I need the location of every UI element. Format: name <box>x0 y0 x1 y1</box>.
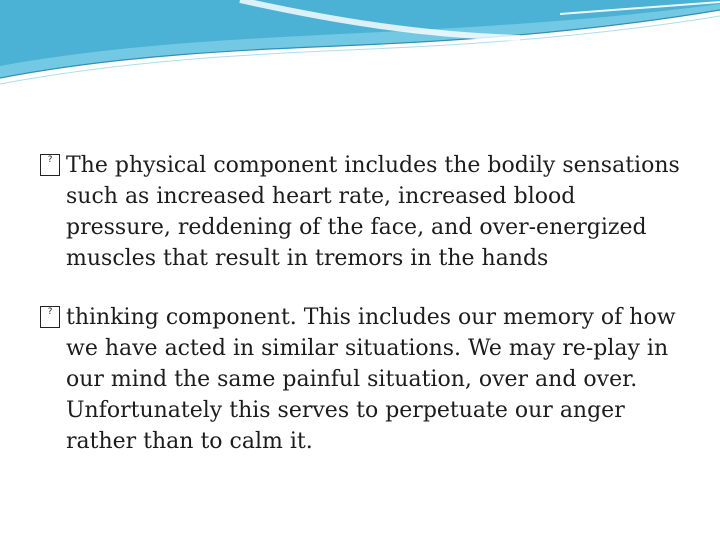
bullet-marker-icon: ? <box>40 306 60 328</box>
bullet-text: thinking component. This includes our memory of how we have acted in similar situations. We may re-play in our mind the same painful situation, over and over. Unfortunately this serves to perpetuate our anger rather than to calm it. <box>66 305 676 454</box>
slide-content <box>40 150 680 485</box>
bullet-item-physical-component <box>40 150 680 274</box>
bullet-marker-icon: ? <box>40 154 60 176</box>
bullet-text: The physical component includes the bodily sensations such as increased heart rate, increased blood pressure, reddening of the face, and over-energized muscles that result in tremors in the hands <box>66 153 680 271</box>
bullet-item-thinking-component <box>40 302 680 457</box>
header-wave-decoration <box>0 0 720 90</box>
